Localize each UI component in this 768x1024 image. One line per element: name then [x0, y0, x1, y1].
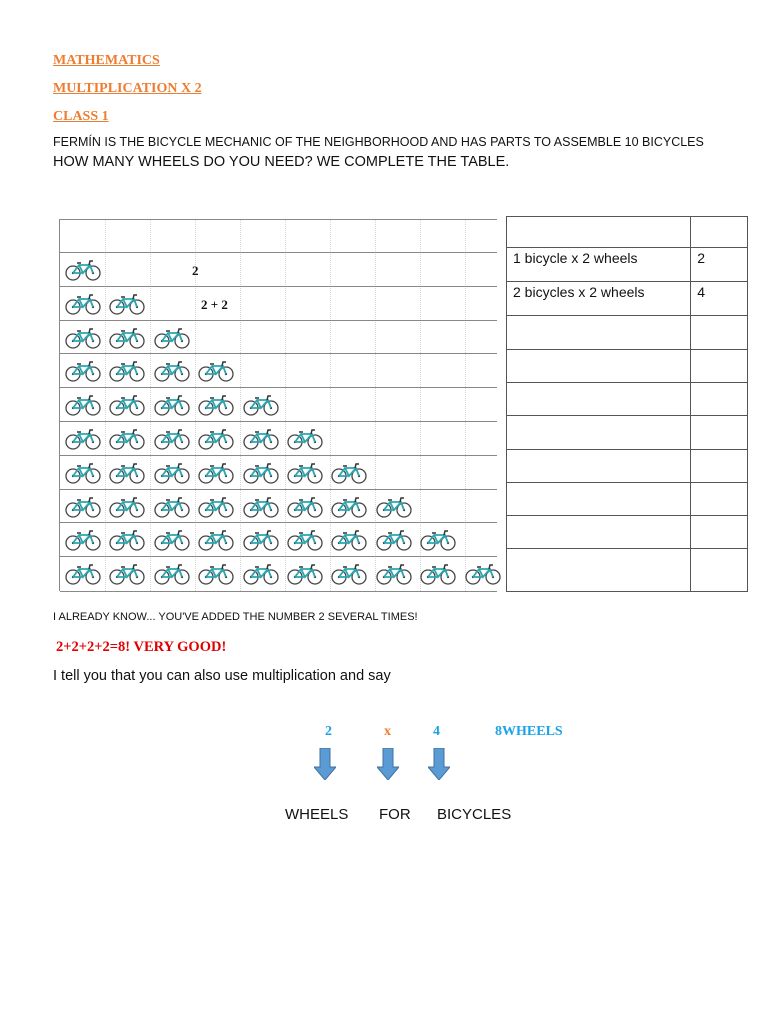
bicycle-icon [65, 293, 101, 315]
bicycle-icon [65, 394, 101, 416]
bicycle-icon [154, 462, 190, 484]
bicycle-icon [65, 563, 101, 585]
down-arrow-icon [377, 748, 399, 780]
intro-line-2: HOW MANY WHEELS DO YOU NEED? WE COMPLETE THE TABLE. [53, 154, 510, 170]
row-description [507, 549, 691, 592]
formula-factor-2: 4 [433, 724, 440, 739]
bicycle-icon [65, 360, 101, 382]
bicycle-icon [198, 428, 234, 450]
bicycle-icon [331, 496, 367, 518]
bicycle-icon [109, 462, 145, 484]
bicycle-icon [198, 563, 234, 585]
bicycle-icon [376, 529, 412, 551]
bicycle-icon [154, 327, 190, 349]
grid-row [60, 353, 497, 388]
bicycle-icon [287, 428, 323, 450]
table-row [507, 549, 748, 592]
bicycle-icon [331, 462, 367, 484]
table-row [507, 282, 748, 316]
row-result [691, 483, 748, 516]
grid-row [60, 421, 497, 456]
formula-operator: x [384, 724, 391, 739]
row-description [507, 316, 691, 350]
bicycle-icon [65, 462, 101, 484]
bicycle-icon [109, 496, 145, 518]
bicycle-icon [376, 496, 412, 518]
formula-factor-1: 2 [325, 724, 332, 739]
bicycle-icon [287, 563, 323, 585]
bicycle-icon [154, 360, 190, 382]
bicycle-icon [376, 563, 412, 585]
already-know-note: I ALREADY KNOW... YOU'VE ADDED THE NUMBER 2 SEVERAL TIMES! [53, 611, 418, 623]
bicycle-icon [287, 529, 323, 551]
row-description: 2 bicycles x 2 wheels [507, 282, 691, 316]
answer-table [506, 216, 748, 591]
row-sum: 2 + 2 [201, 296, 228, 312]
bicycle-icon [465, 563, 501, 585]
bicycle-icon [287, 496, 323, 518]
grid-row [60, 252, 497, 287]
bicycle-icon [287, 462, 323, 484]
grid-header-row [60, 219, 497, 220]
bicycle-icon [65, 529, 101, 551]
row-result: 2 [691, 248, 748, 282]
bicycle-icon [198, 462, 234, 484]
bicycle-icon [243, 428, 279, 450]
formula-result: 8WHEELS [495, 724, 563, 739]
bicycle-icon [198, 496, 234, 518]
row-description: 1 bicycle x 2 wheels [507, 248, 691, 282]
bicycle-icon [243, 496, 279, 518]
down-arrow-icon [314, 748, 336, 780]
bicycle-icon [331, 563, 367, 585]
bicycle-icon [243, 563, 279, 585]
row-description [507, 516, 691, 549]
bicycle-icon [109, 293, 145, 315]
bicycle-icon [243, 462, 279, 484]
table-row [507, 516, 748, 549]
row-result [691, 350, 748, 383]
class-heading: CLASS 1 [53, 109, 109, 124]
bicycle-icon [420, 563, 456, 585]
row-result [691, 450, 748, 483]
row-result [691, 516, 748, 549]
grid-row [60, 455, 497, 490]
bicycle-icon [109, 529, 145, 551]
topic-heading: MULTIPLICATION X 2 [53, 81, 202, 96]
grid-row [60, 286, 497, 321]
bicycle-icon [65, 496, 101, 518]
bicycle-icon [109, 428, 145, 450]
row-result [691, 217, 748, 248]
bicycle-icon [154, 394, 190, 416]
bicycle-icon [198, 394, 234, 416]
row-description [507, 416, 691, 450]
grid-row [60, 489, 497, 524]
multiplication-note: I tell you that you can also use multiplication and say [53, 668, 391, 684]
bicycle-icon [65, 327, 101, 349]
bicycle-icon [243, 394, 279, 416]
table-row [507, 217, 748, 248]
row-result [691, 383, 748, 416]
label-for: FOR [379, 806, 411, 823]
bicycle-icon [331, 529, 367, 551]
label-wheels: WHEELS [285, 806, 349, 823]
bicycle-icon [198, 529, 234, 551]
subject-heading: MATHEMATICS [53, 53, 160, 68]
row-description [507, 383, 691, 416]
bicycle-icon [65, 259, 101, 281]
bicycle-icon [109, 327, 145, 349]
table-row [507, 383, 748, 416]
grid-row [60, 320, 497, 355]
grid-row [60, 387, 497, 422]
row-description [507, 483, 691, 516]
table-row [507, 450, 748, 483]
row-description [507, 217, 691, 248]
grid-row [60, 522, 497, 557]
bicycle-icon [154, 563, 190, 585]
intro-line-1: FERMÍN IS THE BICYCLE MECHANIC OF THE NEIGHBORHOOD AND HAS PARTS TO ASSEMBLE 10 BICYCLES [53, 135, 704, 149]
bicycle-icon [420, 529, 456, 551]
bicycle-icon [154, 496, 190, 518]
bicycle-icon [109, 563, 145, 585]
row-description [507, 350, 691, 383]
bicycle-icon [198, 360, 234, 382]
bicycle-icon [65, 428, 101, 450]
row-sum: 2 [192, 263, 199, 278]
row-result [691, 549, 748, 592]
bicycle-icon [109, 360, 145, 382]
row-result: 4 [691, 282, 748, 316]
table-row [507, 248, 748, 282]
row-result [691, 316, 748, 350]
bicycle-icon [154, 529, 190, 551]
row-result [691, 416, 748, 450]
table-row [507, 316, 748, 350]
table-row [507, 416, 748, 450]
down-arrow-icon [428, 748, 450, 780]
table-row [507, 350, 748, 383]
bicycle-icon [109, 394, 145, 416]
bicycle-icon [154, 428, 190, 450]
bicycle-icon [243, 529, 279, 551]
label-bicycles: BICYCLES [437, 806, 512, 823]
very-good-line: 2+2+2+2=8! VERY GOOD! [56, 639, 227, 655]
row-description [507, 450, 691, 483]
grid-row [60, 556, 497, 592]
bicycle-grid [59, 219, 497, 591]
table-row [507, 483, 748, 516]
